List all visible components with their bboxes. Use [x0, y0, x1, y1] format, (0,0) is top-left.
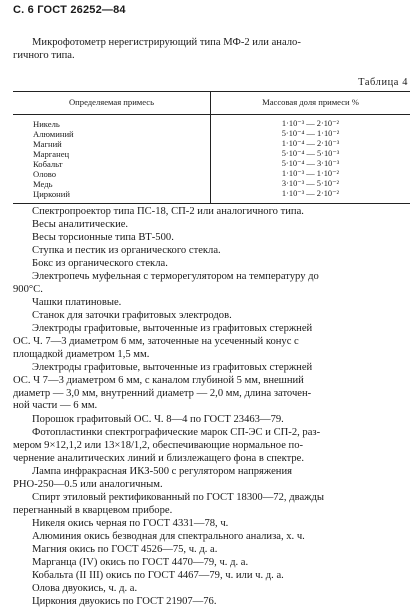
table-row-name: Кобальт: [33, 159, 63, 169]
paragraph-line: Спектропроектор типа ПС-18, СП-2 или аналогичного типа.: [32, 206, 304, 217]
paragraph-line: Ступка и пестик из органического стекла.: [32, 245, 221, 256]
paragraph-line: перегнанный в кварцевом приборе.: [13, 505, 173, 516]
paragraph: [32, 271, 410, 284]
paragraph-line: Никеля окись черная по ГОСТ 4331—78, ч.: [32, 518, 229, 529]
paragraph-line: ОС. Ч. 7—3 диаметром 6 мм, заточенные на усеченный конус с: [13, 336, 299, 347]
paragraph-line: чернение аналитических линий и близлежащего фона в спектре.: [13, 452, 304, 464]
paragraph: [32, 557, 410, 570]
paragraph: [32, 310, 410, 323]
table-row-value: 1·10⁻³ — 2·10⁻²: [281, 189, 340, 198]
paragraph-line: 900°С.: [13, 284, 43, 295]
table-row-value: 5·10⁻⁴ — 1·10⁻²: [281, 129, 340, 138]
paragraph-line: Весы аналитические.: [32, 219, 129, 230]
paragraph-line: Магния окись по ГОСТ 4526—75, ч. д. а.: [32, 544, 218, 555]
paragraph: [32, 544, 410, 557]
intro-paragraph-cont: [13, 50, 410, 63]
paragraph-line: Лампа инфракрасная ИКЗ-500 с регулятором напряжения: [32, 466, 293, 477]
paragraph: [32, 596, 410, 609]
paragraph: [32, 414, 410, 427]
paragraph-line: Фотопластинки спектрографические марок СП-ЭС и СП-2, раз-: [32, 427, 321, 438]
paragraph-line: Бокс из органического стекла.: [32, 258, 168, 269]
paragraph-line: Циркония двуокись по ГОСТ 21907—76.: [32, 596, 217, 607]
paragraph-continuation: [13, 479, 410, 492]
paragraph-line: Электропечь муфельная с терморегулятором на температуру до: [32, 271, 319, 282]
paragraph: [32, 232, 410, 245]
paragraph-continuation: [13, 336, 410, 361]
table-row-value: 1·10⁻⁴ — 2·10⁻³: [281, 139, 340, 148]
table-header-impurity: Определяемая примесь: [68, 97, 155, 107]
table-row-value: 5·10⁻⁴ — 3·10⁻³: [281, 159, 340, 168]
paragraph-continuation: [13, 505, 410, 518]
paragraph-line: РНО-250—0.5 или аналогичным.: [13, 479, 163, 490]
table-row-name: Алюминий: [33, 129, 74, 139]
paragraph: [32, 570, 410, 583]
paragraph-line: ОС. Ч 7—3 диаметром 6 мм, с каналом глубиной 5 мм, внешний: [13, 375, 304, 386]
paragraph-line: Электроды графитовые, выточенные из графитовых стержней: [32, 323, 313, 334]
paragraph: [32, 518, 410, 531]
paragraph: [32, 362, 410, 375]
paragraph-line: площадкой диаметром 1,5 мм.: [13, 348, 150, 360]
table-names-column: [33, 119, 74, 199]
intro-line-1: Микрофотометр нерегистрирующий типа МФ-2 или анало-: [32, 37, 301, 48]
paragraph: [32, 466, 410, 479]
table-row-name: Марганец: [33, 149, 70, 159]
intro-line-2: гичного типа.: [13, 50, 75, 61]
paragraph: [32, 297, 410, 310]
paragraph: [32, 323, 410, 336]
page-header: С. 6 ГОСТ 26252—84: [13, 4, 126, 16]
paragraph: [32, 427, 410, 440]
paragraph-line: ной части — 6 мм.: [13, 400, 98, 412]
paragraph: [32, 219, 410, 232]
table-row-name: Олово: [33, 169, 57, 179]
table-header-mass-fraction: Массовая доля примеси %: [262, 97, 359, 107]
paragraph-line: Олова двуокись, ч. д. а.: [32, 583, 138, 594]
paragraph: [32, 258, 410, 271]
paragraph-line: Электроды графитовые, выточенные из графитовых стержней: [32, 362, 313, 373]
table-row-value: 1·10⁻³ — 2·10⁻²: [281, 119, 340, 128]
paragraph-line: Марганца (IV) окись по ГОСТ 4470—79, ч. д. а.: [32, 557, 249, 568]
paragraph-line: мером 9×12,1,2 или 13×18/1,2, обеспечивающие нормальное по-: [13, 440, 304, 451]
paragraph-line: Алюминия окись безводная для спектрального анализа, х. ч.: [32, 531, 305, 542]
paragraph: [32, 492, 410, 505]
table-values-column: [211, 119, 410, 199]
table-row-name: Цирконий: [33, 189, 70, 199]
intro-paragraph: [32, 37, 410, 50]
table-caption: Таблица 4: [358, 77, 408, 88]
table-row-name: Магний: [33, 139, 62, 149]
paragraph: [32, 245, 410, 258]
paragraph-line: диаметр — 3,0 мм, внутренний диаметр — 2,0 мм, длина заточен-: [13, 387, 312, 399]
paragraph-line: Кобальта (II III) окись по ГОСТ 4467—79, ч. или ч. д. а.: [32, 570, 284, 581]
table-row-value: 3·10⁻³ — 5·10⁻²: [281, 179, 340, 188]
paragraph-continuation: [13, 375, 410, 413]
table-row-value: 5·10⁻⁴ — 5·10⁻³: [281, 149, 340, 158]
paragraph: [32, 583, 410, 596]
paragraph-line: Станок для заточки графитовых электродов.: [32, 310, 232, 321]
impurity-table: [13, 91, 410, 204]
paragraph-continuation: [13, 440, 410, 465]
paragraph-line: Порошок графитовый ОС. Ч. 8—4 по ГОСТ 23463—79.: [32, 414, 284, 425]
table-row-name: Никель: [33, 119, 60, 129]
paragraph: [32, 531, 410, 544]
paragraph-continuation: [13, 284, 410, 297]
table-header-divider: [13, 114, 410, 115]
paragraph: [32, 206, 410, 219]
table-row-value: 1·10⁻³ — 1·10⁻²: [281, 169, 340, 178]
paragraph-line: Чашки платиновые.: [32, 297, 122, 308]
paragraph-line: Весы торсионные типа ВТ-500.: [32, 232, 174, 243]
paragraph-line: Спирт этиловый ректификованный по ГОСТ 18300—72, дважды: [32, 492, 324, 503]
table-row-name: Медь: [33, 179, 53, 189]
